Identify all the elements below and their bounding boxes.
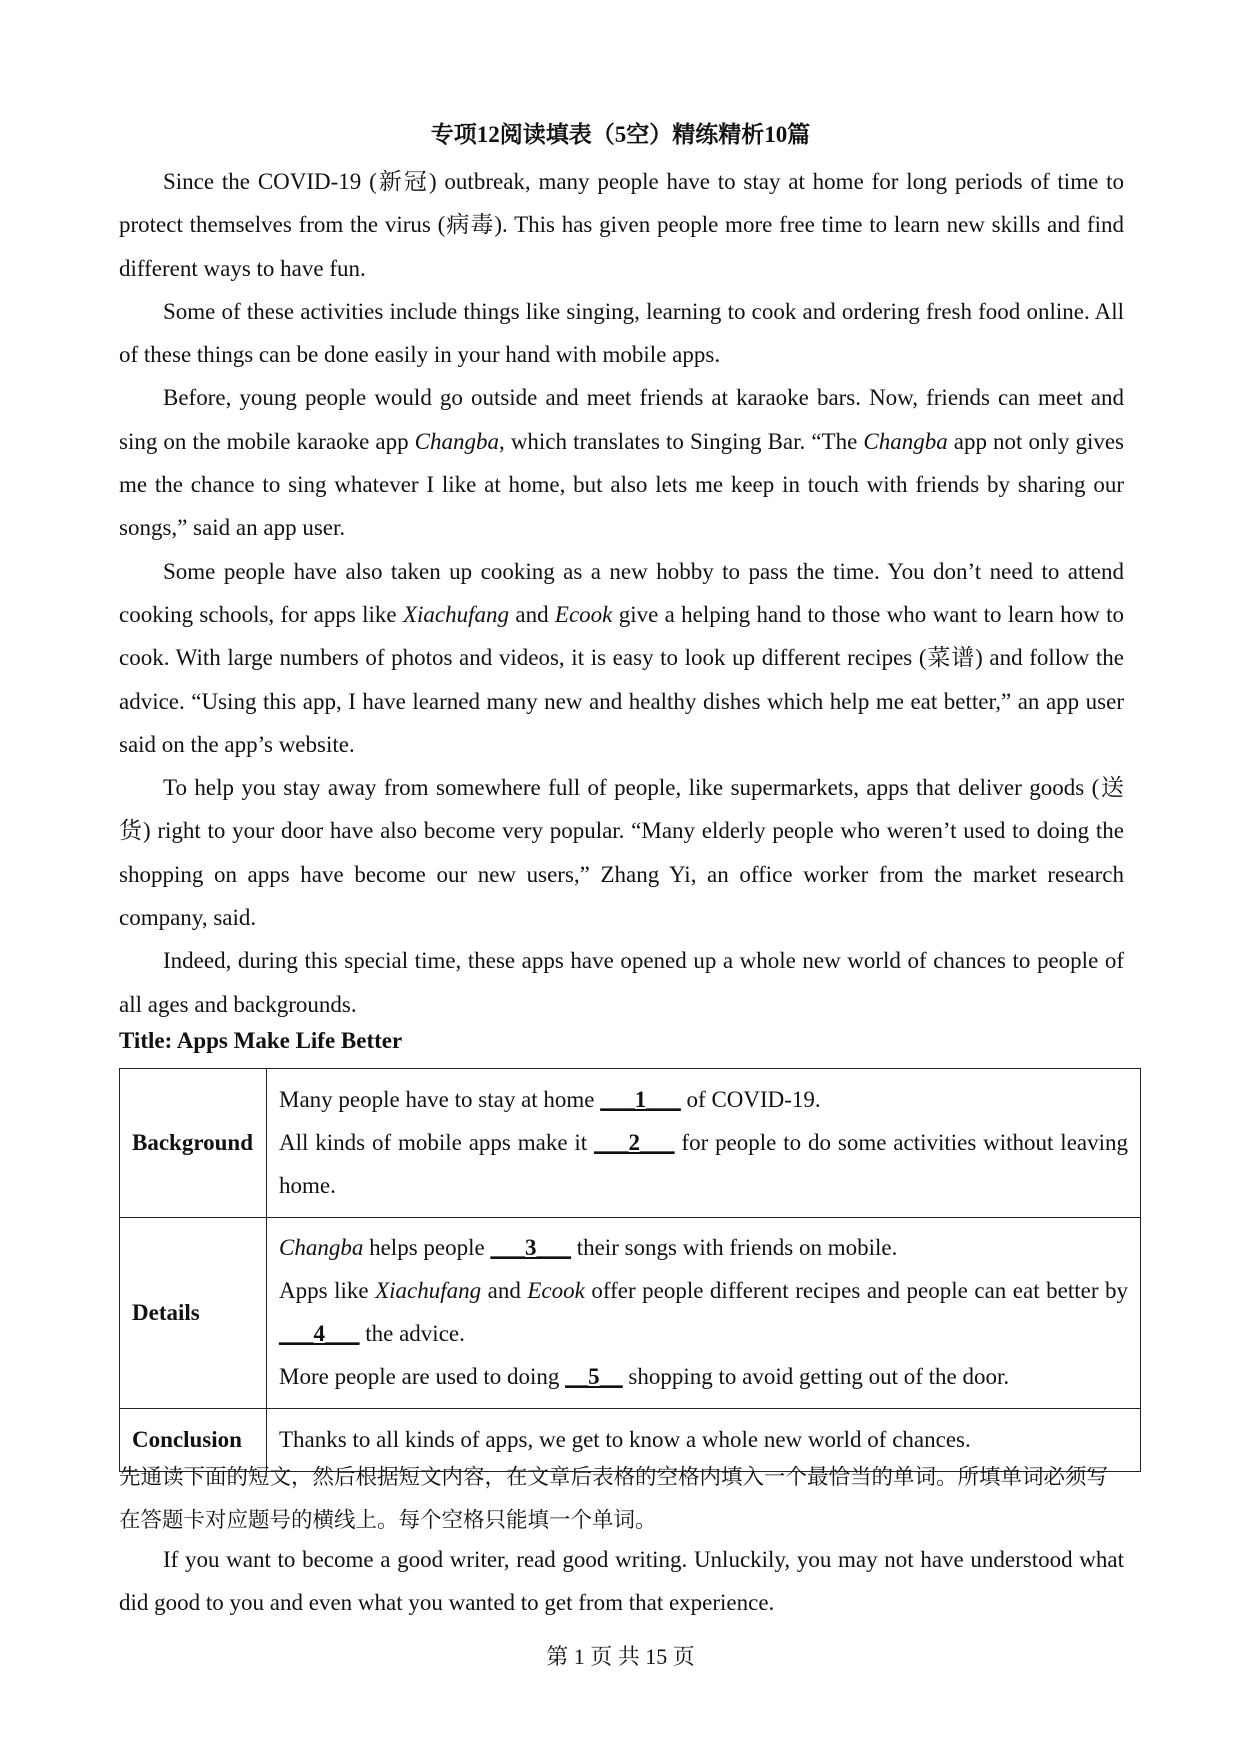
page-number: 第 1 页 共 15 页 bbox=[546, 1644, 695, 1669]
table-line: More people are used to doing __5__ shopping to avoid getting out of the door. bbox=[279, 1364, 1010, 1389]
paragraph: Since the COVID-19 (新冠) outbreak, many people have to stay at home for long periods of time to protect themselves from the virus (病毒). This has given people more free time to learn new skills and find different ways to have fun. bbox=[119, 169, 1124, 281]
paragraph: To help you stay away from somewhere full of people, like supermarkets, apps that deliver goods (送货) right to your door have also become very popular. “Many elderly people who weren’t used to doing the shopping on apps have become our new users,” Zhang Yi, an office worker from the market research company, said. bbox=[119, 775, 1124, 931]
passage-1 bbox=[119, 160, 1124, 1026]
table-line: Thanks to all kinds of apps, we get to know a whole new world of chances. bbox=[279, 1426, 971, 1452]
paragraph: Some of these activities include things like singing, learning to cook and ordering fresh food online. All of these things can be done easily in your hand with mobile apps. bbox=[119, 298, 1124, 368]
table-row-details bbox=[120, 1218, 1141, 1409]
row-content bbox=[267, 1218, 1141, 1409]
table-line: Apps like Xiachufang and Ecook offer people different recipes and people can eat better by ___4___ the advice. bbox=[279, 1278, 1128, 1346]
row-content bbox=[267, 1069, 1141, 1218]
row-label: Background bbox=[120, 1069, 267, 1218]
instruction-text: 先通读下面的短文，然后根据短文内容，在文章后表格的空格内填入一个最恰当的单词。所填单词必须写在答题卡对应题号的横线上。每个空格只能填一个单词。 bbox=[119, 1465, 1109, 1534]
paragraph: Indeed, during this special time, these apps have opened up a whole new world of chances to people of all ages and backgrounds. bbox=[119, 948, 1124, 1017]
paragraph: Some people have also taken up cooking as a new hobby to pass the time. You don’t need to attend cooking schools, for apps like Xiachufang and Ecook give a helping hand to those who want to learn how to cook. With large numbers of photos and videos, it is easy to look up different recipes (菜谱) and follow the advice. “Using this app, I have learned many new and healthy dishes which help me eat better,” an app user said on the app’s website. bbox=[119, 558, 1124, 757]
table-title: Title: Apps Make Life Better bbox=[119, 1028, 403, 1053]
table-line: Many people have to stay at home ___1___ of COVID-19. bbox=[279, 1086, 821, 1112]
passage-2: If you want to become a good writer, read good writing. Unluckily, you may not have understood what did good to you and even what you wanted to get from that experience. bbox=[119, 1547, 1124, 1616]
paragraph: Before, young people would go outside and meet friends at karaoke bars. Now, friends can meet and sing on the mobile karaoke app Changba, which translates to Singing Bar. “The Changba app not only gives me the chance to sing whatever I like at home, but also lets me keep in touch with friends by sharing our songs,” said an app user. bbox=[119, 385, 1124, 541]
table-line: Changba helps people ___3___ their songs with friends on mobile. bbox=[279, 1235, 898, 1260]
row-label: Conclusion bbox=[120, 1409, 267, 1472]
page-title: 专项12阅读填表（5空）精练精析10篇 bbox=[430, 122, 811, 147]
table-line: All kinds of mobile apps make it ___2___ for people to do some activities without leaving home. bbox=[279, 1129, 1128, 1198]
row-label: Details bbox=[120, 1218, 267, 1409]
table-row-background bbox=[120, 1069, 1141, 1218]
summary-table bbox=[119, 1068, 1141, 1472]
